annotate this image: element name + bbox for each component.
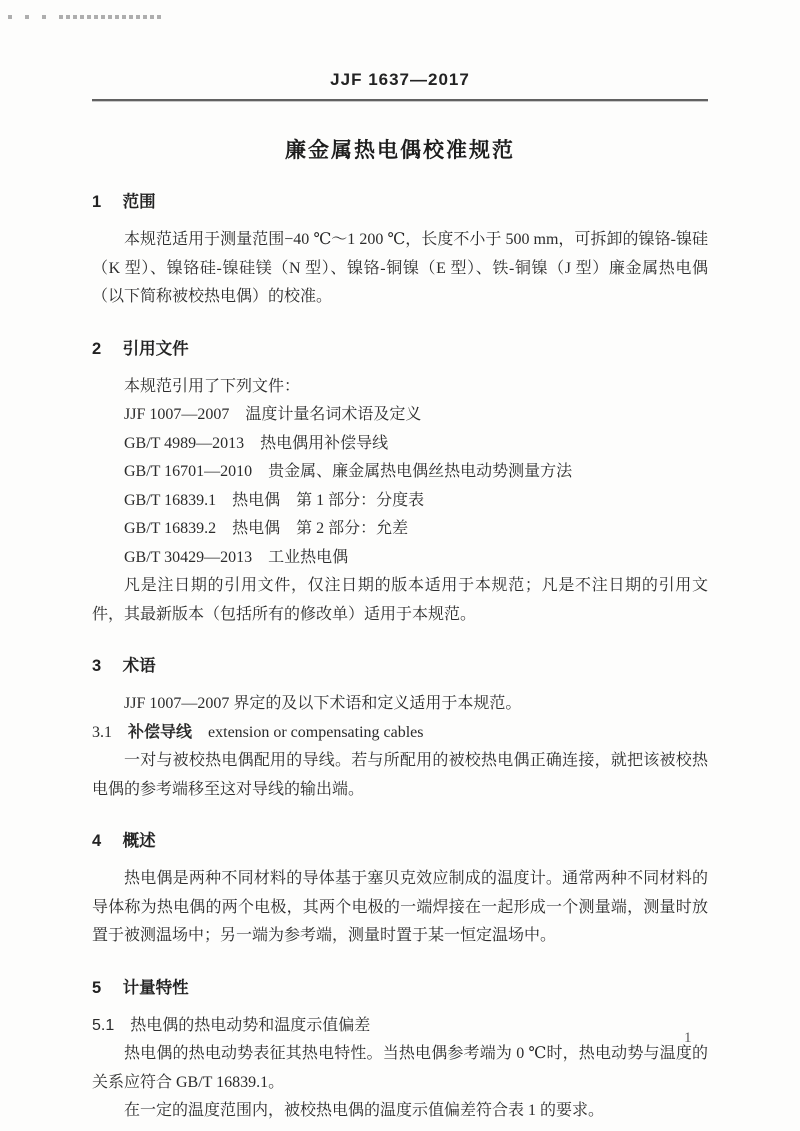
- section-metrological-characteristics: [92, 977, 708, 1126]
- section-heading: [92, 338, 708, 360]
- clause-number: 3.1: [92, 723, 112, 741]
- reference-item: JJF 1007—2007 温度计量名词术语及定义: [124, 406, 422, 423]
- section-title: 范围: [122, 193, 156, 211]
- perforation-dot: [122, 15, 126, 19]
- document-title: 廉金属热电偶校准规范: [285, 139, 515, 162]
- section-title: 引用文件: [122, 339, 189, 358]
- section-heading: [92, 830, 708, 852]
- term-definition-heading: [92, 719, 708, 748]
- paragraph: 凡是注日期的引用文件，仅注日期的版本适用于本规范；凡是不注日期的引用文件，其最新版本（包括所有的修改单）适用于本规范。: [92, 577, 708, 623]
- perforation-dot: [73, 15, 77, 19]
- clause-number: 5.1: [92, 1016, 115, 1034]
- page-header: [92, 0, 708, 101]
- paragraph: 本规范适用于测量范围−40 ℃～1 200 ℃，长度不小于 500 mm，可拆卸的镍铬-镍硅（K 型）、镍铬硅-镍硅镁（N 型）、镍铬-铜镍（E 型）、铁-铜镍（J 型）廉金属热电偶（以下简称被校热电偶）的校准。: [92, 231, 708, 305]
- paragraph: 热电偶是两种不同材料的导体基于塞贝克效应制成的温度计。通常两种不同材料的导体称为热电偶的两个电极，其两个电极的一端焊接在一起形成一个测量端，测量时放置于被测温场中；另一端为参考端，测量时置于某一恒定温场中。: [92, 870, 708, 944]
- section-number: 2: [92, 339, 102, 358]
- section-references: [92, 338, 708, 630]
- perforation-dot: [129, 15, 133, 19]
- paragraph: 本规范引用了下列文件：: [124, 377, 301, 395]
- paragraph: JJF 1007—2007 界定的及以下术语和定义适用于本规范。: [124, 695, 522, 712]
- section-heading: [92, 655, 708, 677]
- perforation-dot: [66, 15, 70, 19]
- paragraph: 热电偶的热电动势表征其热电特性。当热电偶参考端为 0 ℃时，热电动势与温度的关系应符合 GB/T 16839.1。: [92, 1045, 708, 1091]
- perforation-dots: [8, 15, 164, 19]
- perforation-dot: [25, 15, 29, 19]
- term-english: extension or compensating cables: [208, 723, 424, 741]
- reference-item: GB/T 30429—2013 工业热电偶: [124, 548, 349, 566]
- term-chinese: 补偿导线: [128, 723, 193, 741]
- perforation-dot: [94, 15, 98, 19]
- section-number: 3: [92, 657, 102, 675]
- perforation-dot: [143, 15, 147, 19]
- perforation-dot: [136, 15, 140, 19]
- reference-item: GB/T 16839.2 热电偶 第 2 部分：允差: [124, 520, 409, 537]
- perforation-dot: [101, 15, 105, 19]
- section-scope: [92, 191, 708, 312]
- perforation-dot: [157, 15, 161, 19]
- perforation-dot: [87, 15, 91, 19]
- perforation-dot: [42, 15, 46, 19]
- section-title: 概述: [122, 832, 156, 850]
- section-overview: [92, 830, 708, 951]
- perforation-dot: [80, 15, 84, 19]
- section-number: 4: [92, 832, 102, 850]
- paragraph: 在一定的温度范围内，被校热电偶的温度示值偏差符合表 1 的要求。: [124, 1102, 605, 1119]
- page-number: 1: [684, 1030, 692, 1046]
- reference-item: GB/T 16839.1 热电偶 第 1 部分：分度表: [124, 491, 425, 509]
- reference-item: GB/T 4989—2013 热电偶用补偿导线: [124, 434, 389, 452]
- section-terms: [92, 655, 708, 804]
- perforation-dot: [8, 15, 12, 19]
- perforation-dot: [59, 15, 63, 19]
- paragraph: 一对与被校热电偶配用的导线。若与所配用的被校热电偶正确连接，就把该被校热电偶的参考端移至这对导线的输出端。: [92, 752, 708, 798]
- section-title: 术语: [122, 657, 156, 675]
- perforation-dot: [108, 15, 112, 19]
- section-number: 1: [92, 193, 102, 211]
- subclause-heading: [92, 1012, 708, 1041]
- perforation-dot: [150, 15, 154, 19]
- section-heading: [92, 191, 708, 213]
- document-code: JJF 1637—2017: [330, 70, 470, 89]
- reference-item: GB/T 16701—2010 贵金属、廉金属热电偶丝热电动势测量方法: [124, 463, 573, 480]
- perforation-dot: [115, 15, 119, 19]
- subclause-title: 热电偶的热电动势和温度示值偏差: [130, 1016, 371, 1034]
- section-number: 5: [92, 978, 102, 997]
- header-rule: [92, 99, 708, 101]
- section-heading: [92, 977, 708, 999]
- section-title: 计量特性: [122, 978, 189, 997]
